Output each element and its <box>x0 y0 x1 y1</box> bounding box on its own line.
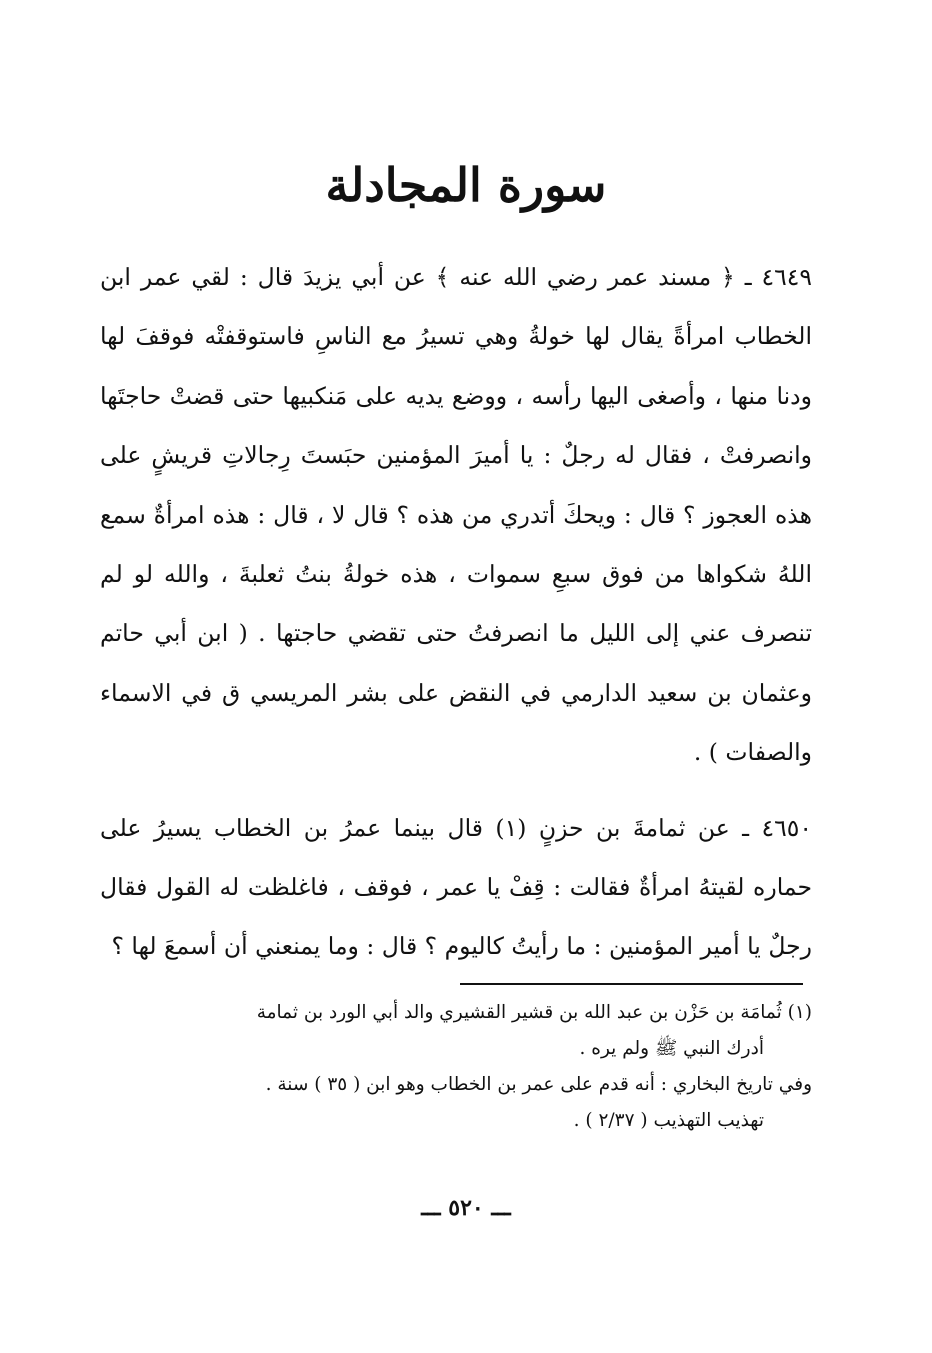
footnote-1-line4: تهذيب التهذيب ( ٢/٣٧ ) . <box>573 1110 764 1131</box>
footnote-1-line1: (١) ثُمامَة بن حَزْن بن عبد الله بن قشير القشيري والد أبي الورد بن ثمامة <box>256 1002 812 1023</box>
hadith-4649: ٤٦٤٩ ـ ﴿ مسند عمر رضي الله عنه ﴾ عن أبي يزيدَ قال : لقي عمر ابن الخطاب امرأةً يقال لها خولةُ وهي تسيرُ مع الناسِ فاستوقفتْه فوقفَ لها ودنا منها ، وأصغى اليها رأسه ، ووضع يديه على مَنكبيها حتى قضتْ حاجتَها وانصرفتْ ، فقال له رجلٌ : يا أميرَ المؤمنين حبَستَ رِجالاتِ قريشٍ على هذه العجوز ؟ قال : ويحكَ أتدري من هذه ؟ قال لا ، قال : هذه امرأةٌ سمع اللهُ شكواها من فوق سبعِ سموات ، هذه خولةُ بنتُ ثعلبةَ ، والله لو لم تنصرف عني إلى الليل ما انصرفتُ حتى تقضي حاجتها . ( ابن أبي حاتم وعثمان بن سعيد الدارمي في النقض على بشر المريسي ق في الاسماء والصفات ) . <box>100 263 812 767</box>
hadith-4650: ٤٦٥٠ ـ عن ثمامةَ بن حزنٍ (١) قال بينما عمرُ بن الخطاب يسيرُ على حماره لقيتهُ امرأةٌ فقالت : قِفْ يا عمر ، فوقف ، فاغلظت له القول فقال رجلٌ يا أمير المؤمنين : ما رأيتُ كاليوم ؟ قال : وما يمنعني أن أسمعَ لها ؟ <box>100 813 812 961</box>
footnote-1-line2: أدرك النبي ﷺ ولم يره . <box>579 1038 764 1059</box>
footnote-divider <box>460 983 803 985</box>
page-number: ـــ ٥٢٠ ـــ <box>421 1195 511 1221</box>
footnotes <box>100 995 812 1139</box>
footnote-1-line3: وفي تاريخ البخاري : أنه قدم على عمر بن الخطاب وهو ابن ( ٣٥ ) سنة . <box>265 1074 812 1095</box>
main-text <box>100 248 812 977</box>
surah-title: سورة المجادلة <box>325 158 607 212</box>
